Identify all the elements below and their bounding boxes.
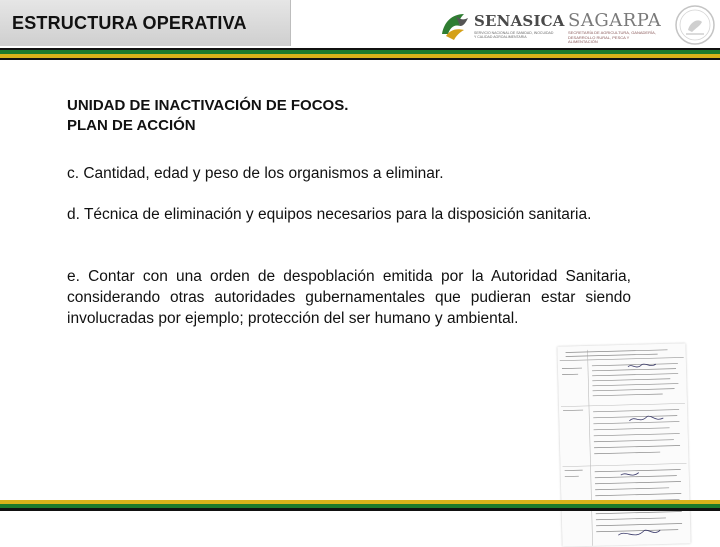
heading-line-1: UNIDAD DE INACTIVACIÓN DE FOCOS.: [67, 96, 631, 116]
item-c-text: c. Cantidad, edad y peso de los organismos a eliminar.: [67, 163, 631, 184]
mexico-coat-of-arms-icon: [674, 4, 716, 46]
senasica-logo-icon: [438, 8, 472, 42]
sagarpa-tagline: SECRETARÍA DE AGRICULTURA, GANADERÍA, DESARROLLO RURAL, PESCA Y ALIMENTACIÓN: [568, 31, 658, 45]
item-e-text: e. Contar con una orden de despoblación emitida por la Autoridad Sanitaria, considerando otras autoridades gubernamentales que pudieran estar siendo involucradas por ejemplo; protección del ser humano y ambiental.: [67, 266, 631, 329]
logo-area: [430, 2, 720, 46]
item-d-text: d. Técnica de eliminación y equipos necesarios para la disposición sanitaria.: [67, 204, 631, 225]
title-box: [0, 0, 291, 46]
sagarpa-wordmark: SAGARPA: [568, 10, 661, 31]
header-stripe-dark: [0, 58, 720, 60]
heading-line-2: PLAN DE ACCIÓN: [67, 116, 631, 136]
scanned-document-icon: [557, 343, 690, 546]
footer-stripe-black: [0, 508, 720, 511]
senasica-wordmark: SENASICA: [474, 12, 565, 30]
senasica-tagline: SERVICIO NACIONAL DE SANIDAD, INOCUIDAD Y CALIDAD AGROALIMENTARIA: [474, 31, 556, 39]
section-heading: [67, 96, 631, 136]
slide-header: [0, 0, 720, 50]
slide-title: ESTRUCTURA OPERATIVA: [12, 13, 247, 34]
